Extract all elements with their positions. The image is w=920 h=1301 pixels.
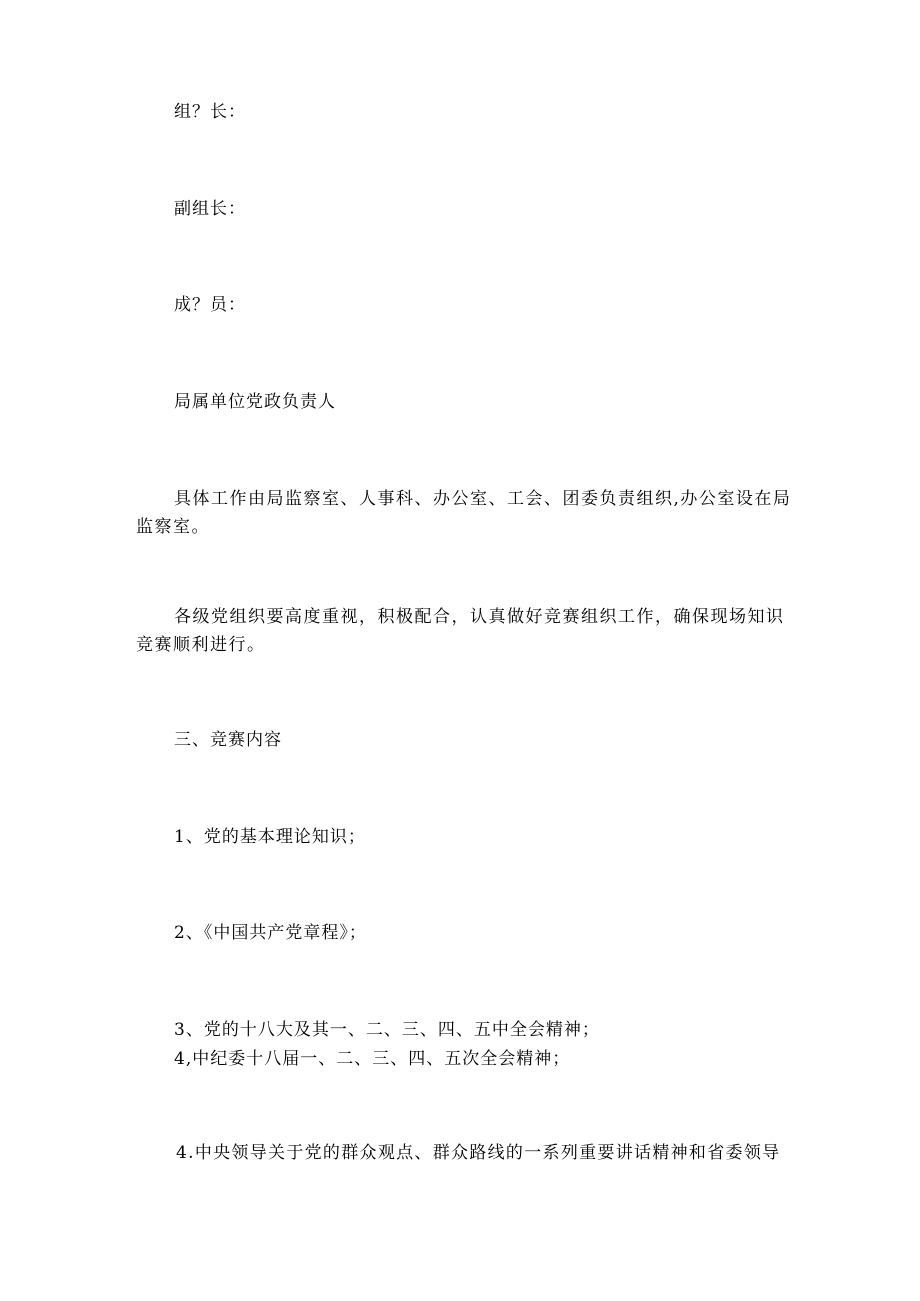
members-label: 成？员：	[174, 295, 246, 315]
support-paragraph: 各级党组织要高度重视，积极配合，认真做好竞赛组织工作，确保现场知识竞赛顺利进行。	[136, 607, 785, 655]
office-paragraph: 具体工作由局监察室、人事科、办公室、工会、团委负责组织,办公室设在局监察室。	[136, 489, 792, 537]
list-item-2: 2、《中国共产党章程》；	[174, 923, 367, 943]
unit-heads-text: 局属单位党政负责人	[174, 392, 336, 412]
section-heading-three: 三、竞赛内容	[174, 730, 282, 750]
list-item-4b: 4.中央领导关于党的群众观点、群众路线的一系列重要讲话精神和省委领导	[176, 1143, 781, 1163]
list-item-1: 1、党的基本理论知识；	[174, 827, 366, 847]
leader-label: 组？长：	[174, 102, 246, 122]
list-item-3: 3、党的十八大及其一、二、三、四、五中全会精神；	[174, 1020, 600, 1040]
list-item-4a: 4,中纪委十八届一、二、三、四、五次全会精神；	[174, 1049, 571, 1069]
deputy-leader-label: 副组长：	[174, 199, 246, 219]
